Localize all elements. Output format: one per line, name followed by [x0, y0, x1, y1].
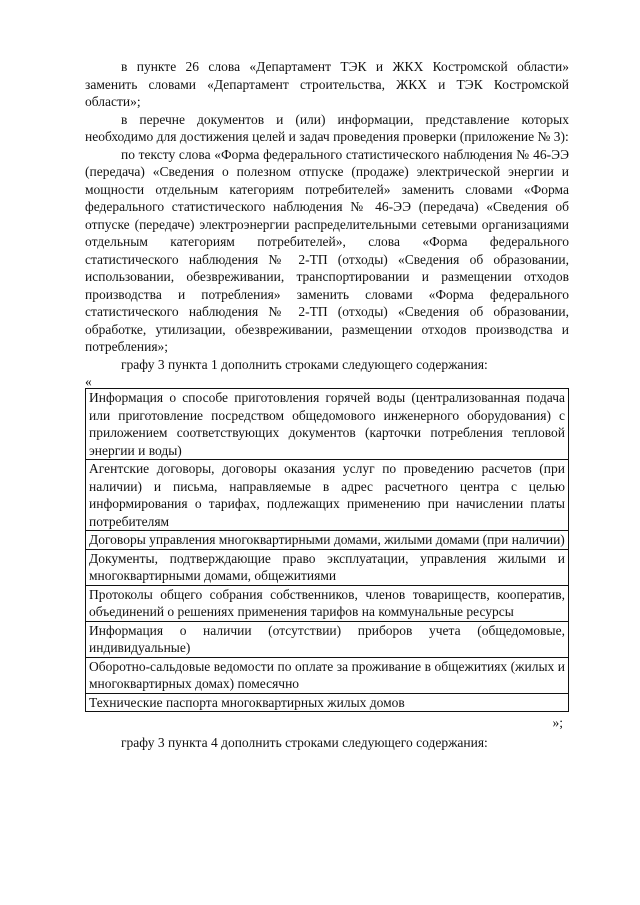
- paragraph-item-26: в пункте 26 слова «Департамент ТЭК и ЖКХ Костромской области» заменить словами «Департамент строительства, ЖКХ и ТЭК Костромской области»;: [85, 59, 569, 109]
- document-page: [85, 58, 569, 752]
- paragraph-column-3-item-1: графу 3 пункта 1 дополнить строками следующего содержания:: [121, 356, 488, 372]
- table-row: [86, 657, 569, 693]
- table-cell: Технические паспорта многоквартирных жилых домов: [86, 693, 569, 712]
- table-cell: Документы, подтверждающие право эксплуатации, управления жилыми и многоквартирными домами, общежитиями: [86, 549, 569, 585]
- closing-quote: »;: [552, 715, 563, 730]
- table-row: [86, 531, 569, 550]
- opening-quote: «: [85, 374, 92, 389]
- table-row: [86, 585, 569, 621]
- paragraph-statistical-forms: по тексту слова «Форма федерального статистического наблюдения № 46-ЭЭ (передача) «Сведения о полезном отпуске (продаже) электрической энергии и мощности отдельным категориям потребителей» заменить словами «Форма федерального статистического наблюдения № 46-ЭЭ (передача) «Сведения об отпуске (передаче) электроэнергии распределительными сетевыми организациями отдельным категориям потребителей», слова «Форма федерального статистического наблюдения № 2-ТП (отходы) «Сведения об образовании, использовании, обезвреживании, транспортировании и размещении отходов производства и потребления» заменить словами «Форма федерального статистического наблюдения № 2-ТП (отходы) «Сведения об образовании, обработке, утилизации, обезвреживании, размещении отходов производства и потребления»;: [85, 146, 569, 354]
- table-cell: Протоколы общего собрания собственников, членов товариществ, кооператив, объединений о решениях применения тарифов на коммунальные ресурсы: [86, 585, 569, 621]
- table-row: [86, 621, 569, 657]
- table-row: [86, 549, 569, 585]
- table-cell: Агентские договоры, договоры оказания услуг по проведению расчетов (при наличии) и письма, направляемые в адрес расчетного центра с целью информирования о тарифах, подлежащих применению при начислении платы потребителям: [86, 460, 569, 531]
- table-cell: Информация о наличии (отсутствии) приборов учета (общедомовые, индивидуальные): [86, 621, 569, 657]
- table-cell: Информация о способе приготовления горячей воды (централизованная подача или приготовление посредством общедомового инженерного оборудования) с приложением соответствующих документов (карточки потребления тепловой энергии и воды): [86, 389, 569, 460]
- table-cell: Договоры управления многоквартирными домами, жилыми домами (при наличии): [86, 531, 569, 550]
- paragraph-column-3-item-4: графу 3 пункта 4 дополнить строками следующего содержания:: [121, 735, 488, 750]
- table-cell: Оборотно-сальдовые ведомости по оплате за проживание в общежитиях (жилых и многоквартирных домах) помесячно: [86, 657, 569, 693]
- table-row: [86, 460, 569, 531]
- added-rows-table: [85, 388, 569, 712]
- table-row: [86, 693, 569, 712]
- table-row: [86, 389, 569, 460]
- paragraph-documents-list: в перечне документов и (или) информации, представление которых необходимо для достижения целей и задач проведения проверки (приложение № 3):: [85, 111, 569, 144]
